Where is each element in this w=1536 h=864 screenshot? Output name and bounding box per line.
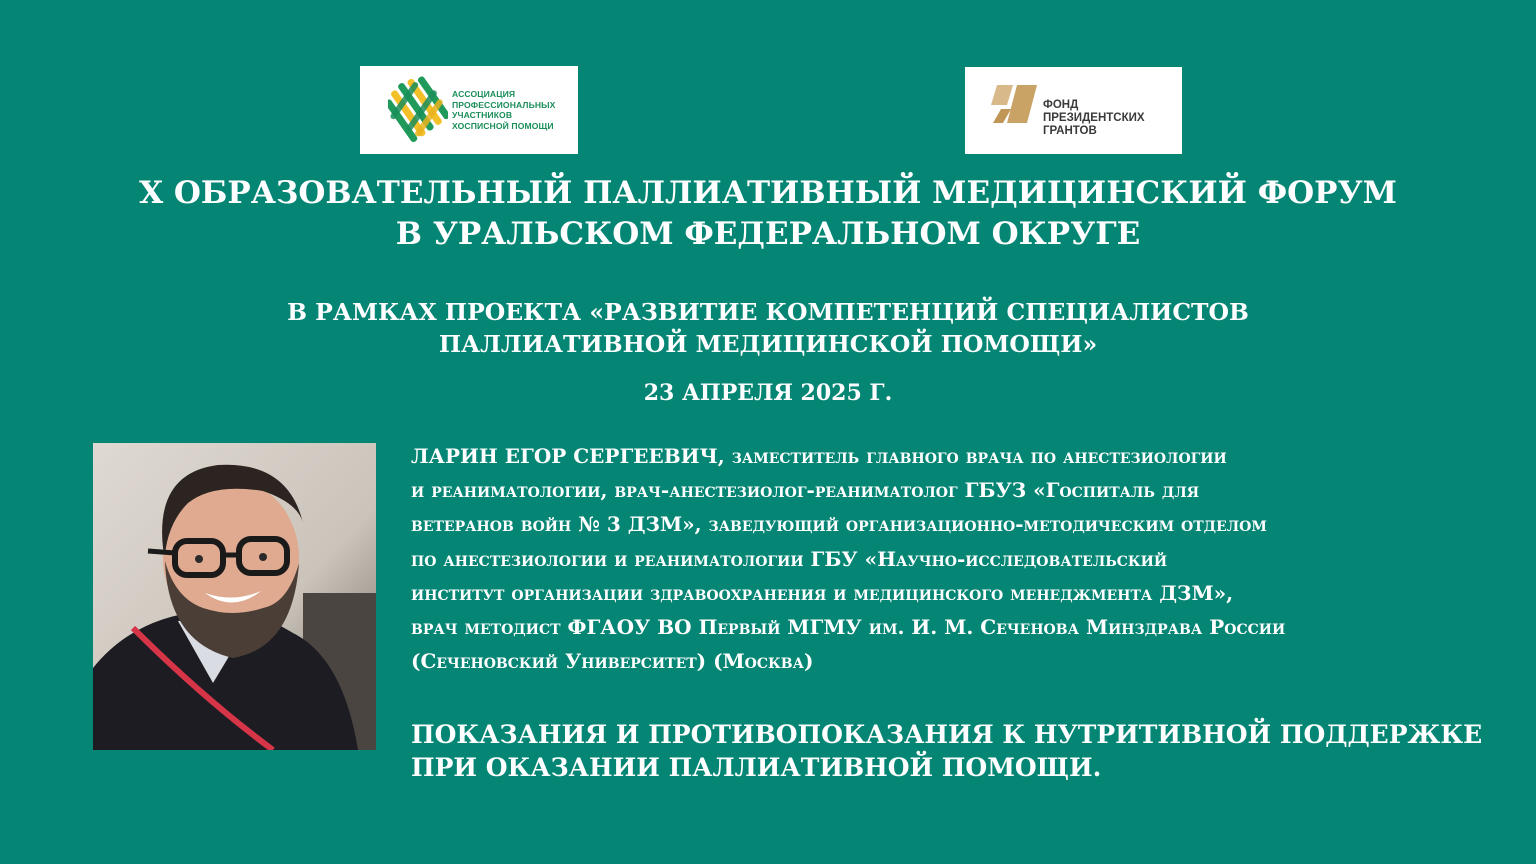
bio-text: (Сеченовский Университет) (Москва) [411, 649, 814, 674]
speaker-bio [411, 439, 1511, 678]
bio-line [411, 473, 1511, 507]
hospice-association-emblem [388, 74, 448, 144]
bio-text: № 3 ДЗМ [578, 512, 683, 537]
bio-line [411, 644, 1511, 678]
bio-text: по анестезиологии и реаниматологии [411, 546, 811, 571]
bio-line [411, 576, 1511, 610]
hospice-association-logo [360, 66, 578, 154]
bio-text: заместитель главного врача по анестезиологии [731, 444, 1227, 468]
forum-title-line-2: В УРАЛЬСКОМ ФЕДЕРАЛЬНОМ ОКРУГЕ [395, 216, 1141, 252]
speaker-photo [93, 443, 376, 750]
bio-text: И. М. [911, 615, 974, 640]
bio-text: «Научно-исследовательский [857, 546, 1168, 571]
bio-line [411, 542, 1511, 576]
bio-text: им. [861, 615, 912, 640]
bio-text: ветеранов войн [411, 512, 579, 537]
logo-left-line: АССОЦИАЦИЯ [452, 89, 516, 99]
project-subtitle-line-2: ПАЛЛИАТИВНОЙ МЕДИЦИНСКОЙ ПОМОЩИ» [438, 330, 1098, 358]
project-subtitle-line-1: В РАМКАХ ПРОЕКТА «РАЗВИТИЕ КОМПЕТЕНЦИЙ СПЕЦИАЛИСТОВ [287, 298, 1249, 326]
bio-text: ДЗМ [1159, 580, 1214, 605]
bio-line [411, 507, 1511, 541]
bio-line [411, 610, 1511, 644]
bio-text: », [1213, 580, 1234, 605]
logo-left-line: УЧАСТНИКОВ [452, 110, 513, 120]
talk-title [411, 718, 1511, 784]
bio-text: », заведующий организационно-методическим отделом [682, 512, 1267, 537]
bio-text: ГБУЗ [964, 478, 1027, 503]
bio-text: и реаниматологии, врач-анестезиолог-реаниматолог [411, 478, 965, 503]
logo-left-line: ПРОФЕССИОНАЛЬНЫХ [452, 99, 556, 110]
logo-right-line: ПРЕЗИДЕНТСКИХ [1043, 112, 1145, 124]
logo-right-line: ГРАНТОВ [1043, 125, 1097, 137]
bio-text: МГМУ [787, 615, 862, 640]
presidential-grants-emblem [989, 83, 1039, 125]
bio-text: «Госпиталь для [1026, 478, 1200, 503]
logo-right-line: ФОНД [1043, 99, 1079, 111]
bio-text: институт организации здравоохранения и медицинского менеджмента [411, 580, 1160, 605]
bio-text: ГБУ [810, 546, 858, 571]
bio-text: врач методист [411, 615, 568, 640]
bio-line [411, 439, 1511, 473]
event-date: 23 АПРЕЛЯ 2025 Г. [643, 380, 893, 406]
logo-left-line: ХОСПИСНОЙ ПОМОЩИ [452, 120, 554, 131]
speaker-name: ЛАРИН ЕГОР СЕРГЕЕВИЧ, [411, 444, 725, 468]
bio-text: Сеченова Минздрава России [973, 615, 1286, 640]
bio-text: Первый [691, 615, 788, 640]
presidential-grants-fund-logo [965, 67, 1182, 154]
bio-text: ФГАОУ ВО [567, 615, 692, 640]
forum-title-line-1: X ОБРАЗОВАТЕЛЬНЫЙ ПАЛЛИАТИВНЫЙ МЕДИЦИНСКИЙ ФОРУМ [139, 175, 1397, 211]
talk-title-line-2: ПРИ ОКАЗАНИИ ПАЛЛИАТИВНОЙ ПОМОЩИ. [411, 753, 1102, 782]
talk-title-line-1: ПОКАЗАНИЯ И ПРОТИВОПОКАЗАНИЯ К НУТРИТИВНОЙ ПОДДЕРЖКЕ [411, 720, 1483, 749]
